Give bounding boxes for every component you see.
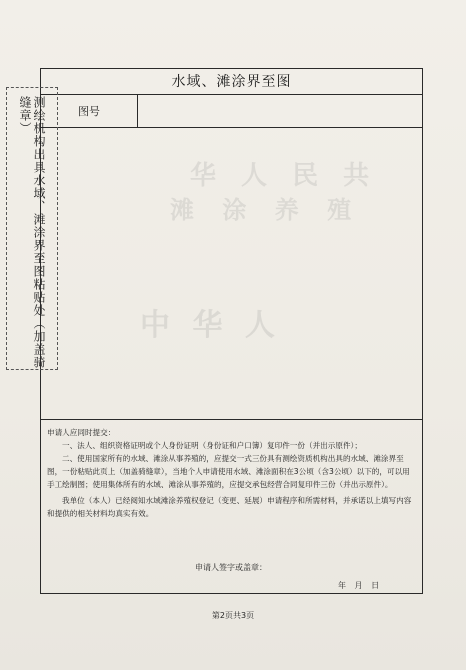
boundary-map-form [40,68,423,594]
paste-instruction: 测绘机构出具水域、滩涂界至图粘贴处（加盖骑缝章） [18,96,46,369]
map-number-label: 图号 [41,95,138,127]
signature-label: 申请人签字或盖章： [195,563,267,572]
applicant-statement: 我单位（本人）已经阅知水域滩涂养殖权登记（变更、延展）申请程序和所需材料，并承诺以上填写内容和提供的相关材料均真实有效。 [47,496,412,518]
paste-placeholder-box [6,87,58,370]
notes-heading: 申请人应同时提交： [47,428,116,437]
date-label: 年 月 日 [338,581,380,590]
show-through-text: 中 华 人 [140,308,281,343]
notes-item-1: 一、法人、组织资格证明或个人身份证明（身份证和户口簿）复印件一份（并出示原件）； [62,441,362,450]
show-through-text: 滩 涂 养 殖 [170,196,362,224]
notes-item-2: 二、使用国家所有的水域、滩涂从事养殖的，应提交一式三份具有测绘资质机构出具的水域、滩涂界至图，一份粘贴此页上（加盖骑缝章），当地个人申请使用水域、滩涂面积在3公顷（含3公顷）以下的，可以用手工绘制图；使用集体所有的水域、滩涂从事养殖的，应提交承包经营合同复印件三份（并出示原件）。 [47,454,410,489]
page-number: 第2页共3页 [211,611,255,620]
form-title: 水域、滩涂界至图 [41,69,422,95]
show-through-text: 华 人 民 共 [190,161,378,191]
map-number-row [41,95,422,128]
map-paste-area [41,128,422,420]
